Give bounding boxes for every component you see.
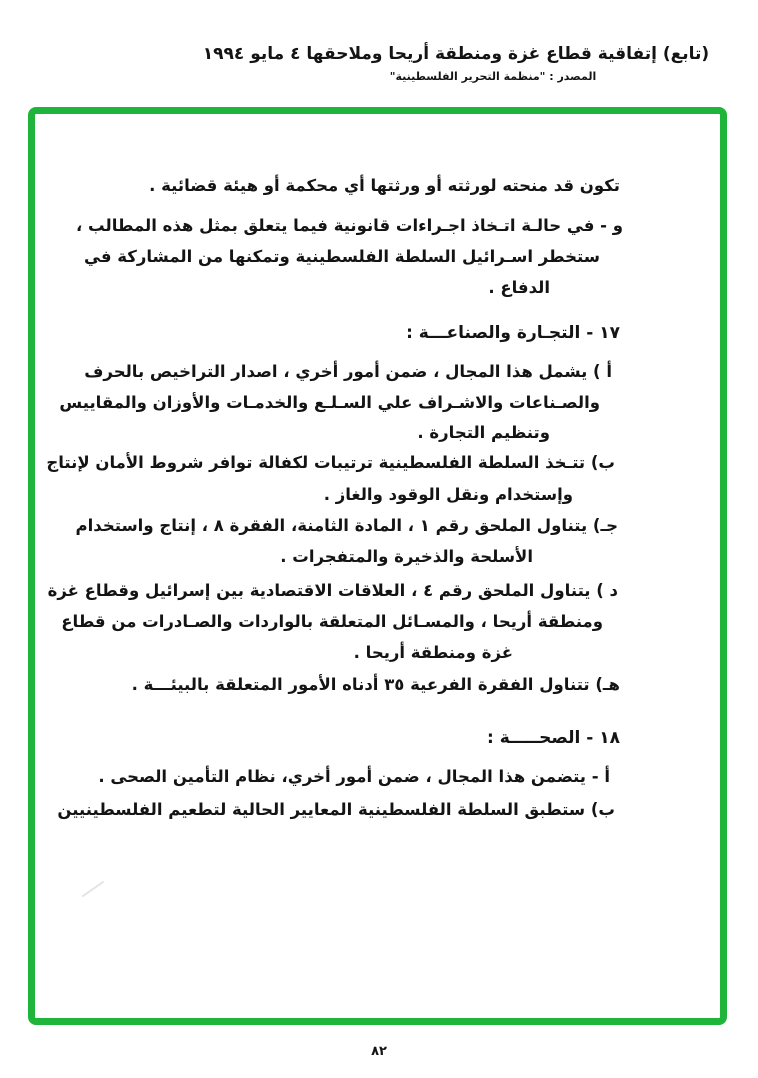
- section-17-item-d-line: غزة ومنطقة أريحا .: [353, 643, 513, 662]
- section-17-item-c-line: جـ) يتناول الملحق رقم ١ ، المادة الثامنة، الفقرة ٨ ، إنتاج واستخدام: [75, 516, 618, 535]
- section-17-item-d-line: د ) يتناول الملحق رقم ٤ ، العلاقات الاقتصادية بين إسرائيل وقطاع غزة: [47, 581, 618, 600]
- section-17-item-c-line: الأسلحة والذخيرة والمتفجرات .: [280, 547, 533, 566]
- section-17-heading: ١٧ - التجـارة والصناعـــة :: [406, 323, 620, 343]
- section-17-item-a-line: أ ) يشمل هذا المجال ، ضمن أمور أخري ، اصدار التراخيص بالحرف: [84, 362, 612, 381]
- section-17-item-d-line: ومنطقة أريحا ، والمسـائل المتعلقة بالواردات والصـادرات من قطاع: [61, 612, 603, 631]
- section-18-item-b-line: ب) ستطبق السلطة الفلسطينية المعايير الحالية لتطعيم الفلسطينيين: [57, 800, 615, 819]
- section-17-item-b-line: ب) تتـخذ السلطة الفلسطينية ترتيبات لكفالة توافر شروط الأمان لإنتاج: [46, 453, 615, 472]
- paragraph-continuation-line: تكون قد منحته لورثته أو ورثتها أي محكمة أو هيئة قضائية .: [149, 176, 620, 195]
- clause-f-line: ستخطر اسـرائيل السلطة الفلسطينية وتمكنها من المشاركة في: [84, 247, 600, 266]
- section-17-item-a-line: والصـناعات والاشـراف علي السـلـع والخدمـات والأوزان والمقاييس: [59, 393, 600, 412]
- document-title: (تابع) إتفاقية قطاع غزة ومنطقة أريحا وملاحقها ٤ مايو ١٩٩٤: [202, 44, 710, 64]
- page-header: [154, 44, 758, 83]
- clause-f-line: الدفاع .: [488, 278, 550, 297]
- clause-f-line: و - في حالـة اتـخاذ اجـراءات قانونية فيما يتعلق بمثل هذه المطالب ،: [76, 216, 623, 235]
- document-source: المصدر : "منظمة التحرير الفلسطينية": [389, 70, 597, 83]
- section-18-heading: ١٨ - الصحـــــة :: [487, 728, 620, 748]
- page-number: ٨٢: [371, 1044, 387, 1059]
- section-18-item-a-line: أ - يتضمن هذا المجال ، ضمن أمور أخري، نظام التأمين الصحى .: [98, 767, 610, 786]
- section-17-item-a-line: وتنظيم التجارة .: [417, 423, 550, 442]
- section-17-item-b-line: وإستخدام ونقل الوقود والغاز .: [323, 485, 573, 504]
- section-17-item-e-line: هـ) تتناول الفقرة الفرعية ٣٥ أدناه الأمور المتعلقة بالبيئـــة .: [131, 675, 620, 694]
